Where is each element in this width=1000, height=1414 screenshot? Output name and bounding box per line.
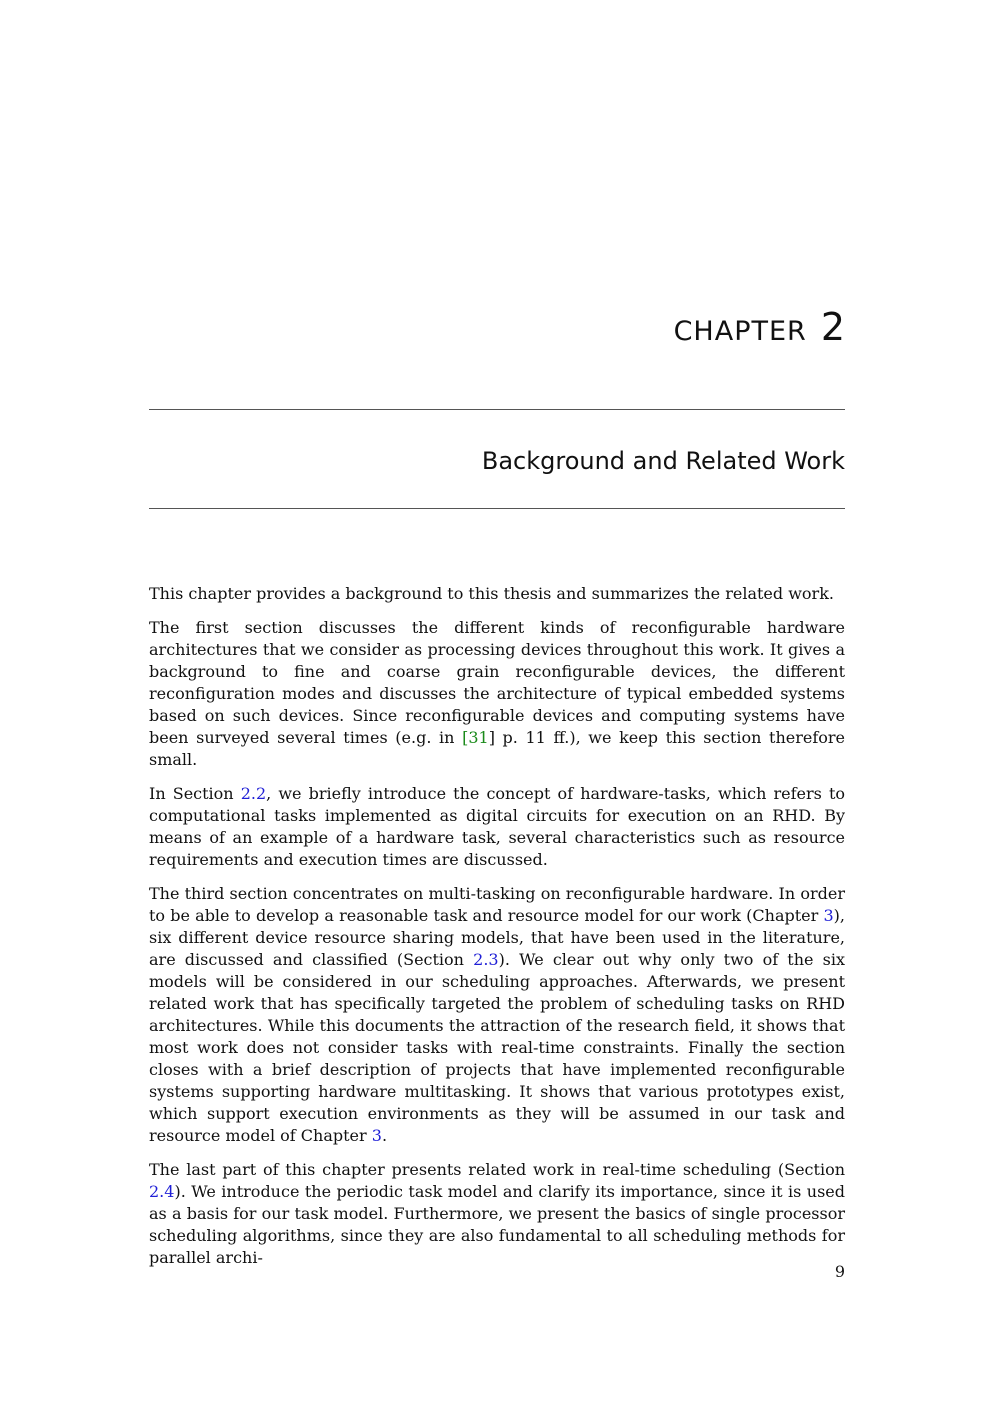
paragraph-second-section xyxy=(149,783,845,871)
paragraph-text: The third section concentrates on multi-tasking on reconfigurable hardware. In order to be able to develop a reasonable task and resource model for our work (Chapter xyxy=(149,884,845,925)
chapter-link-3[interactable]: 3 xyxy=(823,906,834,925)
citation-bracket-open: [ xyxy=(462,728,469,747)
citation-link-31[interactable]: 31 xyxy=(468,728,489,747)
section-link-2-3[interactable]: 2.3 xyxy=(473,950,499,969)
paragraph-text: This chapter provides a background to this thesis and summarizes the related work. xyxy=(149,584,834,603)
paragraph-text: . xyxy=(381,1126,388,1145)
paragraph-text: ). We introduce the periodic task model and clarify its importance, since it is used as a basis for our task model. Furthermore, we present the basics of single processor scheduling algorithms, since they are also fundamental to all scheduling methods for parallel archi- xyxy=(149,1182,845,1267)
paragraph-text: ] p. 11 ff.), we keep this section therefore small. xyxy=(149,728,846,769)
paragraph-text: In Section xyxy=(149,784,241,803)
paragraph-first-section xyxy=(149,617,845,771)
chapter-number: 2 xyxy=(820,305,845,349)
section-link-2-2[interactable]: 2.2 xyxy=(240,784,267,803)
bottom-divider xyxy=(149,508,845,509)
paragraph-text: ). We clear out why only two of the six models will be considered in our scheduling approaches. Afterwards, we present related work that has specifically targeted the problem of scheduling tasks on RHD architectures. While this documents the attraction of the research field, it shows that most work does not consider tasks with real-time constraints. Finally the section closes with a brief description of projects that have implemented reconfigurable systems supporting hardware multitasking. It shows that various prototypes exist, which support execution environments as they will be assumed in our task and resource model of Chapter xyxy=(149,950,846,1145)
chapter-heading xyxy=(673,305,845,349)
chapter-link-3[interactable]: 3 xyxy=(371,1126,382,1145)
section-link-2-4[interactable]: 2.4 xyxy=(149,1182,175,1201)
paragraph-text: The first section discusses the different kinds of reconfigurable hardware architectures that we consider as processing devices throughout this work. It gives a background to fine and coarse grain reconfigurable devices, the different reconfiguration modes and discusses the architecture of typical embedded systems based on such devices. Since reconfigurable devices and computing systems have been surveyed several times (e.g. in xyxy=(149,618,845,747)
paragraph-text: ), six different device resource sharing models, that have been used in the literature, are discussed and classified (Section xyxy=(149,906,845,969)
top-divider xyxy=(149,409,845,410)
chapter-label: CHAPTER xyxy=(673,316,807,347)
paragraph-last-part xyxy=(149,1159,845,1269)
chapter-title: Background and Related Work xyxy=(481,447,845,475)
chapter-body xyxy=(149,583,845,1281)
paragraph-text: , we briefly introduce the concept of hardware-tasks, which refers to computational tasks implemented as digital circuits for execution on an RHD. By means of an example of a hardware task, several characteristics such as resource requirements and execution times are discussed. xyxy=(149,784,846,869)
paragraph-intro xyxy=(149,583,845,605)
paragraph-third-section xyxy=(149,883,845,1147)
page-number: 9 xyxy=(834,1262,845,1281)
paragraph-text: The last part of this chapter presents related work in real-time scheduling (Section xyxy=(149,1160,845,1179)
